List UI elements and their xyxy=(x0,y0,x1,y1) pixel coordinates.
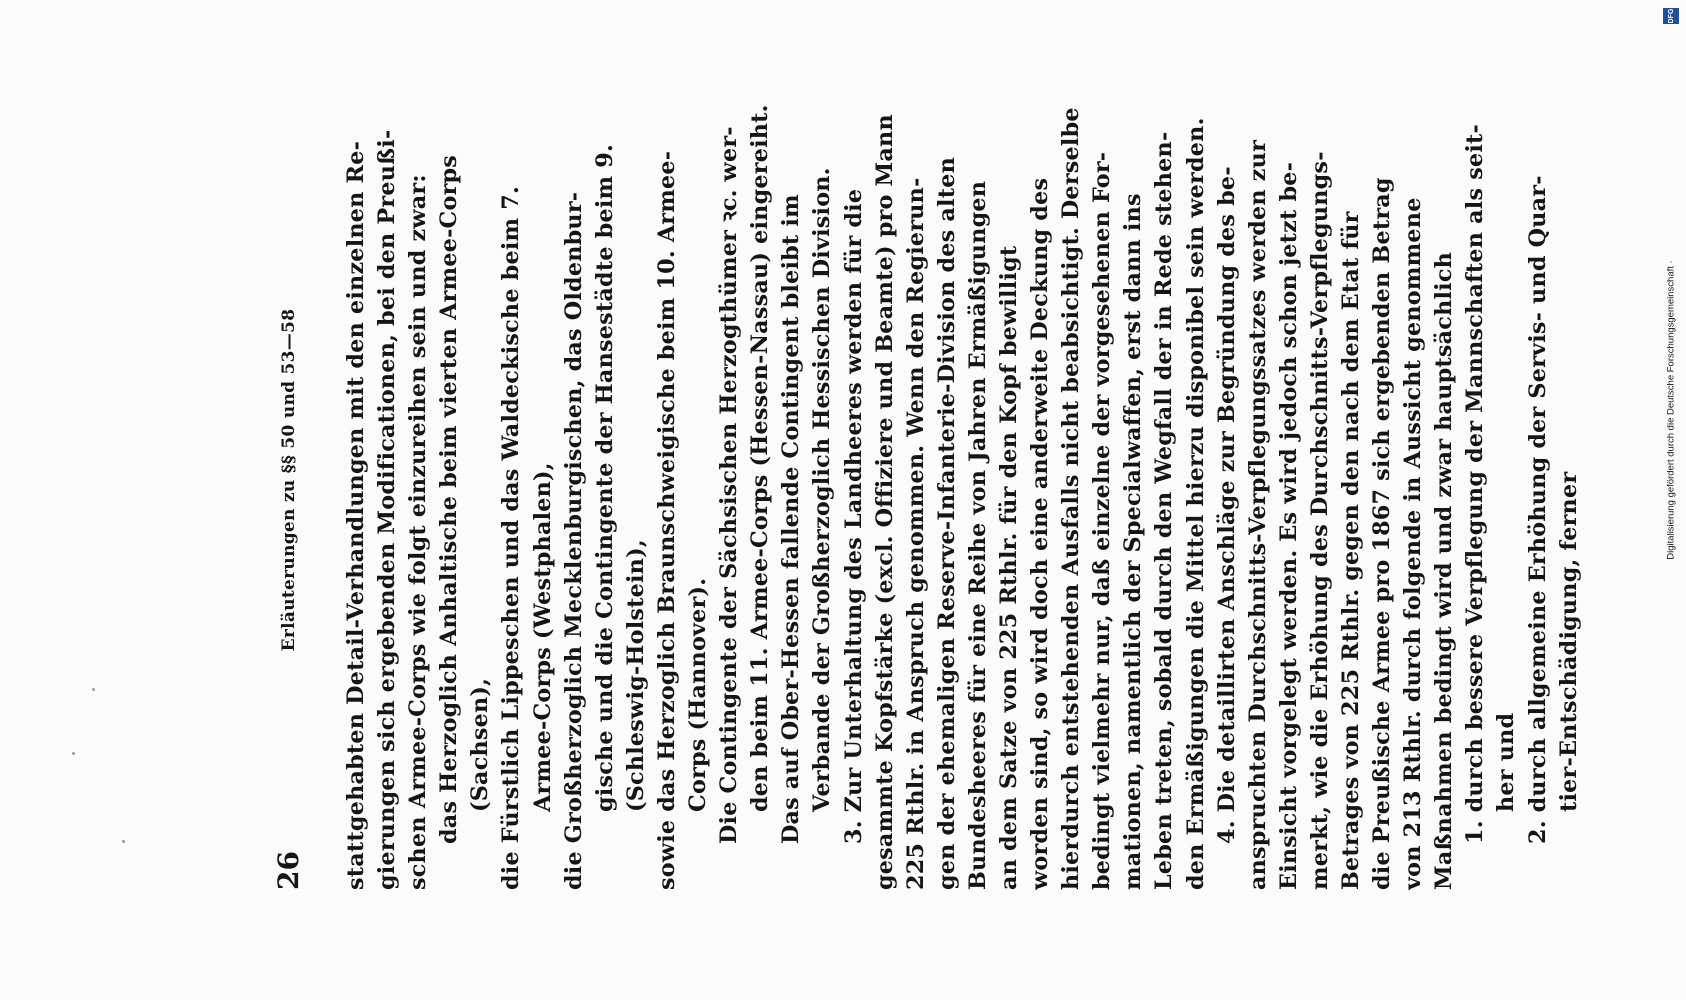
text-line: 3. Zur Unterhaltung des Landheeres werden für die xyxy=(840,188,867,844)
text-line: stattgehabten Detail-Verhandlungen mit den einzelnen Re- xyxy=(343,140,369,890)
text-line: tier-Entschädigung, ferner xyxy=(1555,471,1582,812)
text-line: gische und die Contingente der Hansestädte beim 9. xyxy=(591,144,618,812)
text-line: worden sind, so wird doch eine anderweite Deckung des xyxy=(1027,177,1054,890)
dfg-logo-icon: DFG xyxy=(1663,8,1679,24)
text-line: die Fürstlich Lippeschen und das Waldeckische beim 7. xyxy=(498,186,525,890)
text-line: anspruchten Durchschnitts-Verpflegungssatzes werden zur xyxy=(1244,139,1271,890)
credit-text: Digitalisierung gefördert durch die Deutsche Forschungsgemeinschaft · xyxy=(1665,260,1677,560)
text-line: Betrages von 225 Rthlr. gegen den nach dem Etat für xyxy=(1338,211,1364,890)
text-line: bedingt vielmehr nur, daß einzelne der vorgesehenen For- xyxy=(1089,151,1116,890)
text-line: Die Contingente der Sächsischen Herzogthümer ꝛc. wer- xyxy=(716,126,743,844)
text-line: an dem Satze von 225 Rthlr. für den Kopf bewilligt xyxy=(995,245,1022,890)
text-line: gesammte Kopfstärke (excl. Offiziere und Beamte) pro Mann xyxy=(871,114,898,890)
scan-speck xyxy=(72,752,75,755)
rotated-page xyxy=(223,50,1582,950)
text-line: den Ermäßigungen die Mittel hierzu disponibel sein werden. xyxy=(1182,117,1209,890)
text-line: (Schleswig-Holstein), xyxy=(622,539,649,812)
text-line: gen der ehemaligen Reserve-Infanterie-Division des alten xyxy=(933,157,960,890)
text-line: (Sachsen), xyxy=(467,677,494,812)
text-line: Armee-Corps (Westphalen), xyxy=(529,462,556,812)
scan-speck xyxy=(92,688,95,691)
running-head: Erläuterungen zu §§ 50 und 53—58 xyxy=(279,308,299,652)
text-line: schen Armee-Corps wie folgt einzureihen sein und zwar: xyxy=(405,174,432,890)
text-line: Einsicht vorgelegt werden. Es wird jedoch schon jetzt be- xyxy=(1275,161,1302,890)
scan-speck xyxy=(122,840,125,843)
text-line: 1. durch bessere Verpflegung der Mannschaften als seit- xyxy=(1462,124,1489,844)
text-line: Das auf Ober-Hessen fallende Contingent bleibt im xyxy=(778,194,805,844)
text-line: hierdurch entstehenden Ausfalls nicht beabsichtigt. Derselbe xyxy=(1058,107,1085,890)
page-header xyxy=(267,70,311,890)
text-line: merkt, wie die Erhöhung des Durchschnitts-Verpflegungs- xyxy=(1306,151,1333,890)
text-line: Bundesheeres für eine Reihe von Jahren Ermäßigungen xyxy=(964,180,991,890)
text-line: die Großherzoglich Mecklenburgischen, das Oldenbur- xyxy=(560,191,587,890)
text-line: mationen, namentlich der Specialwaffen, erst dann ins xyxy=(1120,193,1147,890)
text-line: 4. Die detaillirten Anschläge zur Begründung des be- xyxy=(1213,166,1240,844)
text-line: den beim 11. Armee-Corps (Hessen-Nassau) eingereiht. xyxy=(747,104,774,812)
text-line: von 213 Rthlr. durch folgende in Aussicht genommene xyxy=(1400,197,1427,890)
page-number: 26 xyxy=(272,851,305,890)
digitization-credit xyxy=(1662,10,1680,810)
body-text xyxy=(341,70,1582,890)
text-line: die Preußische Armee pro 1867 sich ergebenden Betrag xyxy=(1369,177,1396,890)
text-line: her und xyxy=(1493,712,1520,812)
text-line: das Herzoglich Anhaltische beim vierten Armee-Corps xyxy=(436,154,463,844)
text-line: 225 Rthlr. in Anspruch genommen. Wenn den Regierun- xyxy=(902,177,929,890)
text-line: Maßnahmen bedingt wird und zwar hauptsächlich xyxy=(1431,251,1458,890)
text-line: 2. durch allgemeine Erhöhung der Servis- und Quar- xyxy=(1524,175,1551,844)
text-line: sowie das Herzoglich Braunschweigische beim 10. Armee- xyxy=(653,150,680,890)
text-line: gierungen sich ergebenden Modificationen, bei den Preußi- xyxy=(374,129,401,890)
text-line: Verbande der Großherzoglich Hessischen Division. xyxy=(809,167,836,812)
text-line: Leben treten, sobald durch den Wegfall der in Rede stehen- xyxy=(1151,131,1178,890)
text-line: Corps (Hannover). xyxy=(685,577,712,812)
